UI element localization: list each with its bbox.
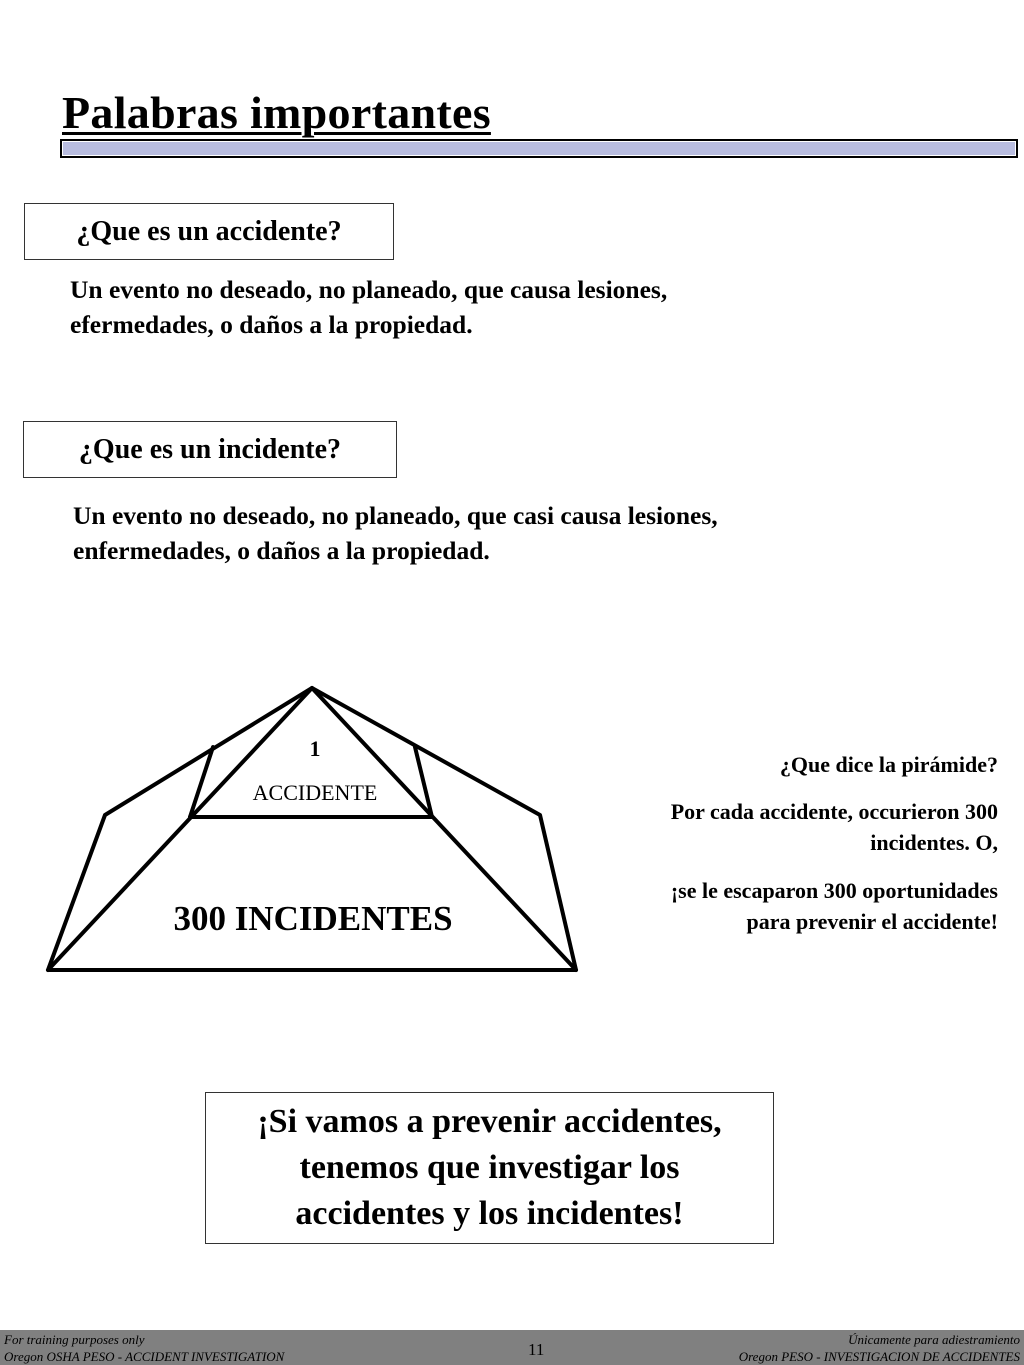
incident-definition-line: Un evento no deseado, no planeado, que casi causa lesiones, [73,501,718,530]
accident-definition-line: Un evento no deseado, no planeado, que causa lesiones, [70,275,668,304]
pyramid-explanation-2 [671,875,998,937]
footer-right-line: Únicamente para adiestramiento [848,1332,1020,1347]
footer-left [4,1331,284,1365]
title-underline-bar [60,139,1018,158]
conclusion-line: tenemos que investigar los [299,1149,680,1186]
pyramid-base-label: 300 INCIDENTES [173,899,453,938]
footer-left-line: Oregon OSHA PESO - ACCIDENT INVESTIGATION [4,1349,285,1364]
pyramid-explanation-line: ¡se le escaparon 300 oportunidades [670,878,998,903]
pyramid-explanation-line: Por cada accidente, occurieron 300 [670,799,998,824]
footer-bar [0,1330,1024,1365]
conclusion-box [205,1092,774,1244]
accident-definition-line: efermedades, o daños a la propiedad. [70,310,473,339]
incident-definition-line: enfermedades, o daños a la propiedad. [73,536,490,565]
pyramid-explanation-line: incidentes. O, [870,830,998,855]
conclusion-line: accidentes y los incidentes! [295,1195,684,1232]
footer-right [739,1331,1020,1365]
pyramid-diagram [0,680,600,980]
accident-question: ¿Que es un accidente? [76,215,342,247]
pyramid-question: ¿Que dice la pirámide? [779,752,998,777]
conclusion-line: ¡Si vamos a prevenir accidentes, [257,1103,722,1140]
incident-question-box [23,421,397,478]
pyramid-explanation-1 [671,796,998,858]
footer-right-line: Oregon PESO - INVESTIGACION DE ACCIDENTES [738,1349,1020,1364]
page-title: Palabras importantes [62,87,491,138]
pyramid-top-number: 1 [309,736,321,761]
page-number: 11 [528,1340,545,1359]
accident-definition [70,272,667,342]
pyramid-explanation-line: para prevenir el accidente! [746,909,998,934]
footer-left-line: For training purposes only [4,1332,145,1347]
incident-definition [73,498,718,568]
pyramid-top-label: ACCIDENTE [252,780,378,805]
accident-question-box [24,203,394,260]
incident-question: ¿Que es un incidente? [78,433,342,465]
